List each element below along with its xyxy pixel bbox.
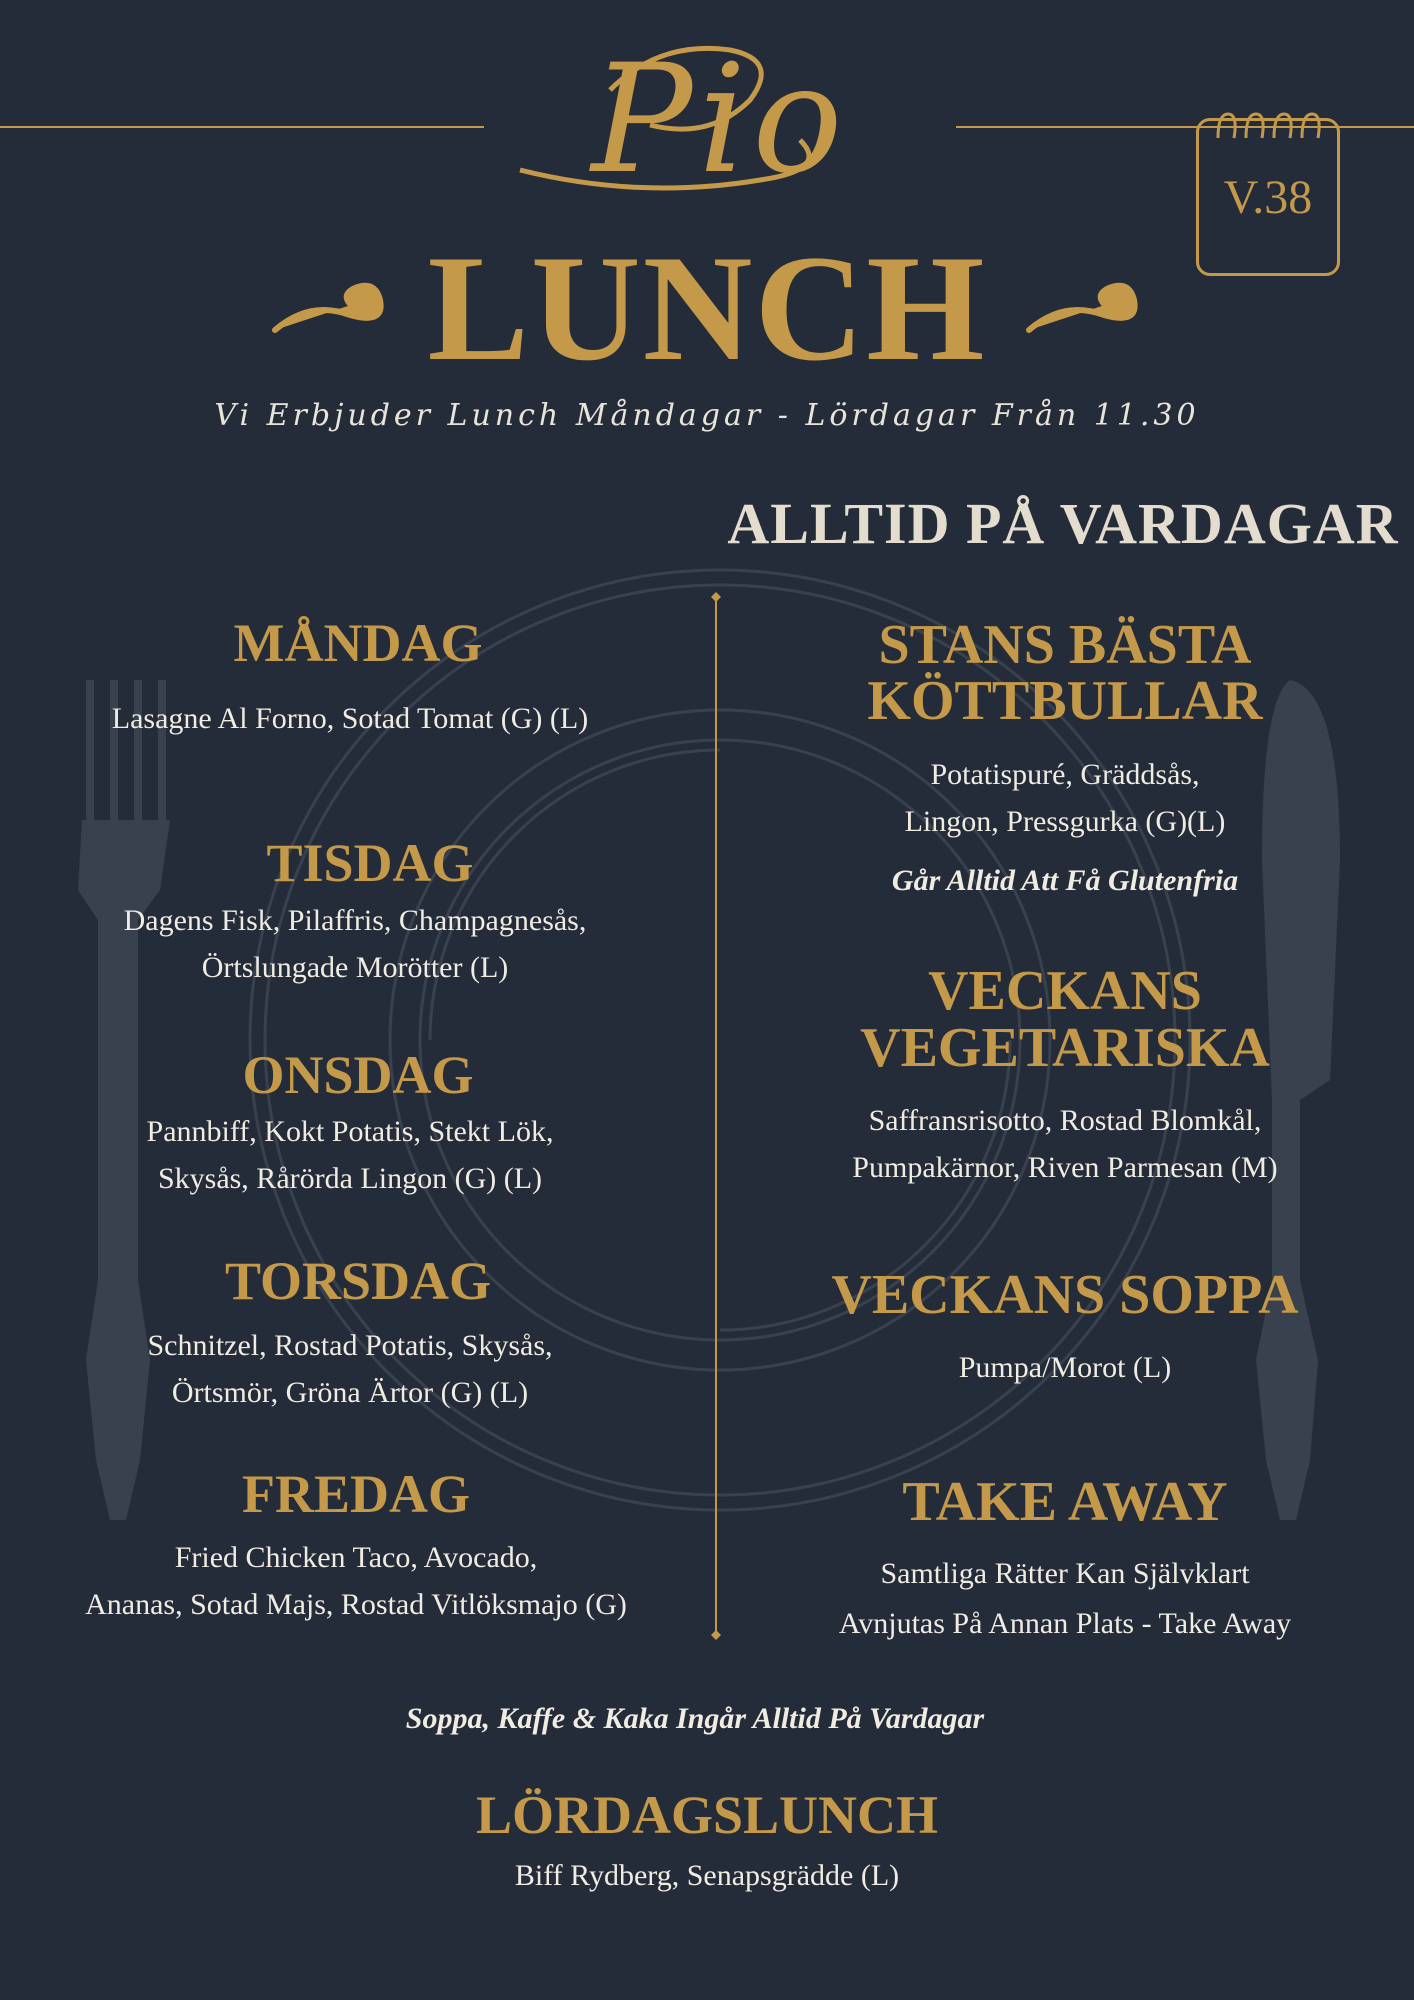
dish-tuesday-line-1: Dagens Fisk, Pilaffris, Champagnesås, — [123, 904, 587, 937]
takeaway-line-2: Avnjutas På Annan Plats - Take Away — [838, 1607, 1292, 1640]
dish-wednesday-line-1: Pannbiff, Kokt Potatis, Stekt Lök, — [146, 1115, 554, 1148]
vegetarian-title-line-2: VEGETARISKA — [860, 1017, 1270, 1079]
day-friday: FREDAG — [242, 1464, 470, 1524]
day-thursday: TORSDAG — [224, 1251, 492, 1311]
dish-thursday-line-2: Örtsmör, Gröna Ärtor (G) (L) — [171, 1376, 529, 1409]
vegetarian-title-line-1: VECKANS — [928, 960, 1202, 1022]
meatballs-line-2: Lingon, Pressgurka (G)(L) — [904, 805, 1226, 838]
swirl-ornament-left — [270, 270, 390, 350]
meatballs-gluten-note: Går Alltid Att Få Glutenfria — [891, 864, 1239, 897]
always-weekdays-heading: ALLTID PÅ VARDAGAR — [727, 491, 1399, 556]
dish-monday-line-1: Lasagne Al Forno, Sotad Tomat (G) (L) — [111, 702, 589, 735]
soup-line-1: Pumpa/Morot (L) — [958, 1351, 1172, 1384]
swirl-ornament-right — [1024, 270, 1144, 350]
day-wednesday: ONSDAG — [242, 1045, 474, 1105]
week-number: V.38 — [1223, 171, 1313, 224]
divider-tip-bottom — [711, 1630, 721, 1640]
soup-title: VECKANS SOPPA — [831, 1264, 1299, 1326]
included-note: Soppa, Kaffe & Kaka Ingår Alltid På Vardagar — [405, 1702, 985, 1735]
lunch-title: LUNCH — [427, 224, 987, 392]
dish-wednesday-line-2: Skysås, Rårörda Lingon (G) (L) — [157, 1162, 543, 1195]
saturday-lunch-dish: Biff Rydberg, Senapsgrädde (L) — [514, 1859, 900, 1892]
dish-tuesday-line-2: Örtslungade Morötter (L) — [201, 951, 509, 984]
meatballs-title-line-2: KÖTTBULLAR — [867, 670, 1263, 732]
vegetarian-line-1: Saffransrisotto, Rostad Blomkål, — [868, 1104, 1262, 1137]
divider-tip-top — [711, 592, 721, 602]
logo-text: Pio — [591, 33, 849, 207]
takeaway-line-1: Samtliga Rätter Kan Självklart — [880, 1557, 1250, 1590]
header-rule-left — [0, 126, 484, 128]
day-monday: MÅNDAG — [233, 613, 483, 673]
restaurant-logo — [500, 30, 940, 210]
column-divider — [715, 596, 717, 1636]
dish-friday-line-2: Ananas, Sotad Majs, Rostad Vitlöksmajo (G) — [85, 1588, 627, 1621]
saturday-lunch-title: LÖRDAGSLUNCH — [475, 1785, 939, 1845]
header-rule-right — [956, 126, 1414, 128]
meatballs-title-line-1: STANS BÄSTA — [878, 614, 1252, 676]
meatballs-line-1: Potatispuré, Gräddsås, — [930, 758, 1200, 791]
day-tuesday: TISDAG — [266, 833, 474, 893]
dish-friday-line-1: Fried Chicken Taco, Avocado, — [174, 1541, 538, 1574]
vegetarian-line-2: Pumpakärnor, Riven Parmesan (M) — [852, 1151, 1278, 1184]
dish-thursday-line-1: Schnitzel, Rostad Potatis, Skysås, — [147, 1329, 553, 1362]
opening-hours-subtitle: Vi Erbjuder Lunch Måndagar - Lördagar Från 11.30 — [214, 398, 1200, 433]
takeaway-title: TAKE AWAY — [902, 1471, 1228, 1533]
